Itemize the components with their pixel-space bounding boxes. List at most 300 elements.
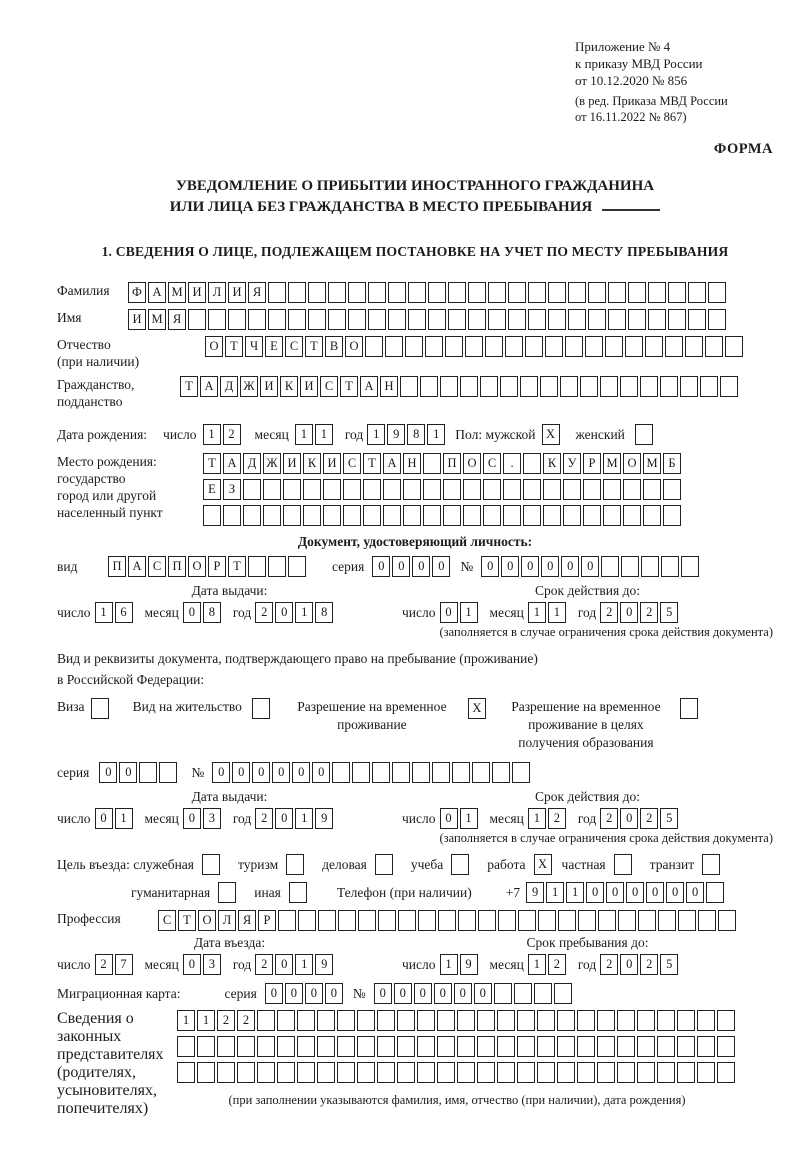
form-cell (503, 505, 521, 526)
form-cell: 0 (374, 983, 392, 1004)
form-cell (628, 282, 646, 303)
form-cell: . (503, 453, 521, 474)
form-cell (635, 424, 653, 445)
form-cell (498, 910, 516, 931)
form-cell (678, 910, 696, 931)
form-cell (368, 309, 386, 330)
form-cell (697, 1062, 715, 1083)
doc-valid-until-group: число 0 1 месяц 1 1 год 2 0 2 5 (402, 602, 680, 623)
permit-number-label: № (191, 765, 205, 780)
form-cell: 0 (581, 556, 599, 577)
form-cell (248, 556, 266, 577)
form-cell (617, 1036, 635, 1057)
form-cell: 2 (217, 1010, 235, 1031)
representatives-rows (177, 1010, 737, 1108)
form-cell: 2 (640, 602, 658, 623)
entry-month-cells (183, 954, 223, 975)
form-cell: Д (220, 376, 238, 397)
birthplace-row1-cells (203, 453, 683, 474)
form-cell (257, 1010, 275, 1031)
form-cell: П (108, 556, 126, 577)
form-cell (577, 1062, 595, 1083)
form-cell (365, 336, 383, 357)
form-cell: 0 (275, 954, 293, 975)
form-cell (525, 336, 543, 357)
form-cell: 0 (394, 983, 412, 1004)
form-cell (528, 282, 546, 303)
form-cell: 0 (412, 556, 430, 577)
form-cell (317, 1010, 335, 1031)
form-cell (705, 336, 723, 357)
form-cell (257, 1062, 275, 1083)
form-cell (558, 910, 576, 931)
sex-male-label: Пол: мужской (455, 427, 536, 442)
residence-permit-option (133, 698, 272, 719)
form-cell (603, 505, 621, 526)
form-cell (623, 505, 641, 526)
form-cell (358, 910, 376, 931)
form-cell: 2 (548, 954, 566, 975)
form-cell (478, 910, 496, 931)
form-cell (588, 282, 606, 303)
form-cell: 0 (285, 983, 303, 1004)
form-cell (658, 910, 676, 931)
form-cell: 0 (501, 556, 519, 577)
form-cell (217, 1062, 235, 1083)
form-cell (617, 1062, 635, 1083)
purpose-official-checkbox (202, 854, 222, 875)
form-cell: 0 (99, 762, 117, 783)
doc-number-cells (481, 556, 701, 577)
migration-series-label: серия (224, 986, 257, 1001)
form-cell: 1 (367, 424, 385, 445)
citizenship-label: Гражданство, подданство (57, 377, 135, 409)
sex-female-label: женский (575, 427, 625, 442)
entry-dates-row (57, 954, 773, 975)
form-cell (403, 479, 421, 500)
form-cell: 0 (481, 556, 499, 577)
form-cell (681, 556, 699, 577)
birth-month-cells (295, 424, 335, 445)
form-cell: 0 (119, 762, 137, 783)
purpose-study-label: учеба (410, 856, 444, 872)
form-cell: Ж (263, 453, 281, 474)
form-cell (268, 309, 286, 330)
permit-series-cells (99, 762, 179, 783)
form-cell: И (300, 376, 318, 397)
stay-doc-options-row (57, 698, 773, 752)
form-cell (717, 1036, 735, 1057)
form-cell (197, 1062, 215, 1083)
form-cell: А (200, 376, 218, 397)
amendment-line: от 16.11.2022 № 867) (575, 110, 687, 124)
form-cell (614, 854, 632, 875)
form-cell: М (643, 453, 661, 474)
form-cell: 1 (460, 602, 478, 623)
form-cell: 0 (232, 762, 250, 783)
form-cell (618, 910, 636, 931)
form-cell: 5 (660, 808, 678, 829)
form-cell (648, 282, 666, 303)
stay-until-label: Срок пребывания до: (526, 935, 649, 950)
form-cell: И (188, 282, 206, 303)
form-cell: С (148, 556, 166, 577)
form-cell: 0 (666, 882, 684, 903)
form-cell (483, 479, 501, 500)
form-cell (352, 762, 370, 783)
form-cell (480, 376, 498, 397)
form-cell (428, 309, 446, 330)
form-cell (537, 1036, 555, 1057)
birthplace-rows (203, 453, 683, 526)
form-cell: И (228, 282, 246, 303)
form-cell (637, 1036, 655, 1057)
form-cell (503, 479, 521, 500)
form-cell (188, 309, 206, 330)
form-cell (560, 376, 578, 397)
doc-valid-until-label: Срок действия до: (535, 583, 640, 598)
temp-residence-checkbox (468, 698, 488, 719)
form-cell (657, 1036, 675, 1057)
permit-validity-note: (заполняется в случае ограничения срока действия документа) (439, 831, 773, 845)
form-cell (472, 762, 490, 783)
form-cell (437, 1036, 455, 1057)
form-cell: К (543, 453, 561, 474)
form-cell: 0 (265, 983, 283, 1004)
form-cell (583, 505, 601, 526)
form-cell (268, 556, 286, 577)
form-cell (460, 376, 478, 397)
doc-kind-label: вид (57, 559, 78, 574)
form-cell (423, 479, 441, 500)
form-cell (685, 336, 703, 357)
form-cell (417, 1010, 435, 1031)
form-cell: 1 (546, 882, 564, 903)
representatives-block (57, 1010, 773, 1118)
permit-issue-date-group: число 0 1 месяц 0 3 год 2 0 1 9 (57, 808, 402, 829)
form-cell (228, 309, 246, 330)
form-cell: 1 (528, 954, 546, 975)
doc-valid-day-cells (440, 602, 480, 623)
amendment-line: (в ред. Приказа МВД России (575, 94, 728, 108)
form-cell: 0 (252, 762, 270, 783)
form-cell (303, 479, 321, 500)
month-label: месяц (254, 427, 289, 442)
permit-valid-month-cells (528, 808, 568, 829)
form-cell (680, 376, 698, 397)
form-cell (623, 479, 641, 500)
form-cell (317, 1036, 335, 1057)
form-cell (640, 376, 658, 397)
form-cell: 9 (315, 954, 333, 975)
doc-dates-row (57, 602, 773, 623)
doc-issue-month-cells (183, 602, 223, 623)
form-cell (217, 1036, 235, 1057)
form-cell (328, 309, 346, 330)
sex-male-checkbox (542, 424, 562, 445)
form-cell (243, 505, 261, 526)
form-cell: С (285, 336, 303, 357)
form-cell: 2 (237, 1010, 255, 1031)
form-cell: 0 (312, 762, 330, 783)
form-cell (523, 453, 541, 474)
migration-number-cells (374, 983, 574, 1004)
form-cell: У (563, 453, 581, 474)
form-cell (289, 882, 307, 903)
form-cell: 8 (203, 602, 221, 623)
patronymic-label: Отчество (при наличии) (57, 337, 140, 369)
form-cell (620, 376, 638, 397)
permit-valid-until-group: число 0 1 месяц 1 2 год 2 0 2 5 (402, 808, 680, 829)
form-cell: 1 (95, 602, 113, 623)
form-cell (400, 376, 418, 397)
form-cell (523, 479, 541, 500)
form-cell (423, 453, 441, 474)
form-cell (497, 1036, 515, 1057)
form-cell (565, 336, 583, 357)
form-cell: 0 (432, 556, 450, 577)
section1-heading: 1. СВЕДЕНИЯ О ЛИЦЕ, ПОДЛЕЖАЩЕМ ПОСТАНОВКЕ НА УЧЕТ ПО МЕСТУ ПРЕБЫВАНИЯ (101, 244, 729, 259)
birthdate-row (57, 424, 773, 445)
form-cell (597, 1036, 615, 1057)
form-cell (417, 1062, 435, 1083)
form-cell (700, 376, 718, 397)
form-cell: А (223, 453, 241, 474)
form-cell (277, 1036, 295, 1057)
form-cell: Т (178, 910, 196, 931)
form-cell (708, 309, 726, 330)
form-cell: Т (305, 336, 323, 357)
validity-note: (заполняется в случае ограничения срока действия документа) (439, 625, 773, 639)
form-cell (337, 1036, 355, 1057)
form-cell (718, 910, 736, 931)
permit-series-label: серия (57, 765, 90, 780)
amendment-reference (575, 93, 773, 125)
form-cell (477, 1036, 495, 1057)
form-cell: Ч (245, 336, 263, 357)
purpose-study-checkbox (451, 854, 471, 875)
form-cell (375, 854, 393, 875)
temp-residence-label: Разрешение на временное проживание (297, 699, 447, 732)
form-cell (458, 910, 476, 931)
form-cell: 2 (640, 954, 658, 975)
form-cell (378, 910, 396, 931)
form-cell (638, 910, 656, 931)
form-cell (497, 1010, 515, 1031)
permit-valid-until-label: Срок действия до: (535, 789, 640, 804)
form-cell (538, 910, 556, 931)
form-cell: 2 (600, 954, 618, 975)
form-cell (286, 854, 304, 875)
form-cell (578, 910, 596, 931)
form-cell (577, 1010, 595, 1031)
form-cell: М (148, 309, 166, 330)
doc-kind-cells (108, 556, 308, 577)
appendix-line: Приложение № 4 (575, 39, 671, 54)
form-cell (557, 1010, 575, 1031)
stay-doc-line2: в Российской Федерации: (57, 672, 205, 687)
form-cell (343, 505, 361, 526)
residence-permit-label: Вид на жительство (132, 699, 242, 714)
birthplace-row2-cells (203, 479, 683, 500)
form-cell (617, 1010, 635, 1031)
name-row (57, 309, 773, 330)
form-cell: 1 (203, 424, 221, 445)
form-cell: 0 (620, 808, 638, 829)
representatives-row3-cells (177, 1062, 737, 1083)
form-cell (543, 505, 561, 526)
form-cell: С (343, 453, 361, 474)
representatives-label: Сведения о законных представителях (родителях, усыновителях, попечителях) (57, 1010, 164, 1117)
form-cell: 0 (454, 983, 472, 1004)
surname-label: Фамилия (57, 283, 110, 298)
residence-permit-checkbox (252, 698, 272, 719)
form-cell (597, 1062, 615, 1083)
form-cell (477, 1062, 495, 1083)
purpose-private-checkbox (614, 854, 634, 875)
stay-until-group: число 1 9 месяц 1 2 год 2 0 2 5 (402, 954, 680, 975)
form-cell (468, 282, 486, 303)
form-cell (580, 376, 598, 397)
form-cell: 1 (460, 808, 478, 829)
form-cell: 2 (255, 954, 273, 975)
form-cell (263, 505, 281, 526)
form-cell (697, 1010, 715, 1031)
form-cell (706, 882, 724, 903)
form-cell: 1 (528, 808, 546, 829)
form-cell (297, 1062, 315, 1083)
form-cell (588, 309, 606, 330)
form-cell (298, 910, 316, 931)
entry-dates-header (57, 935, 773, 951)
form-cell (288, 282, 306, 303)
form-cell: 9 (460, 954, 478, 975)
doc-series-cells (372, 556, 452, 577)
visa-checkbox (91, 698, 111, 719)
form-cell (577, 1036, 595, 1057)
visa-option (57, 698, 111, 719)
purpose-other-checkbox (289, 882, 309, 903)
form-cell (437, 1010, 455, 1031)
form-cell (605, 336, 623, 357)
form-cell (448, 282, 466, 303)
purpose-other-label: иная (254, 884, 281, 900)
purpose-private-label: частная (561, 856, 606, 872)
form-cell: Б (663, 453, 681, 474)
form-cell (465, 336, 483, 357)
form-cell (388, 309, 406, 330)
form-cell: Р (208, 556, 226, 577)
form-cell: Т (203, 453, 221, 474)
form-cell: Т (180, 376, 198, 397)
form-cell (337, 1010, 355, 1031)
form-cell: 7 (115, 954, 133, 975)
form-cell: Т (340, 376, 358, 397)
form-cell (452, 762, 470, 783)
form-cell (357, 1062, 375, 1083)
form-cell: Н (380, 376, 398, 397)
form-cell: 0 (183, 808, 201, 829)
form-cell (680, 698, 698, 719)
form-cell (725, 336, 743, 357)
form-cell (497, 1062, 515, 1083)
form-cell: 1 (440, 954, 458, 975)
form-cell: 0 (626, 882, 644, 903)
form-cell (657, 1010, 675, 1031)
representatives-row2-cells (177, 1036, 737, 1057)
form-cell (563, 505, 581, 526)
form-cell (677, 1062, 695, 1083)
form-cell: 8 (315, 602, 333, 623)
form-cell (463, 479, 481, 500)
form-cell: С (483, 453, 501, 474)
form-cell (288, 309, 306, 330)
entry-year-cells (255, 954, 335, 975)
permit-valid-year-cells (600, 808, 680, 829)
form-cell (377, 1010, 395, 1031)
form-cell: О (188, 556, 206, 577)
purpose-humanitarian-label: гуманитарная (131, 884, 211, 900)
form-cell (308, 282, 326, 303)
form-cell (337, 1062, 355, 1083)
form-cell: А (148, 282, 166, 303)
form-cell (508, 309, 526, 330)
form-cell (197, 1036, 215, 1057)
form-cell: 0 (275, 808, 293, 829)
form-cell (428, 282, 446, 303)
form-cell: Е (265, 336, 283, 357)
form-cell: А (128, 556, 146, 577)
sex-female-checkbox (635, 424, 655, 445)
form-cell (177, 1062, 195, 1083)
form-cell (485, 336, 503, 357)
form-cell (263, 479, 281, 500)
stay-doc-line1: Вид и реквизиты документа, подтверждающего право на пребывание (проживание) (57, 651, 538, 666)
form-cell (600, 376, 618, 397)
form-cell: 0 (606, 882, 624, 903)
form-cell: 1 (177, 1010, 195, 1031)
form-cell: П (168, 556, 186, 577)
purpose-work-checkbox (534, 854, 554, 875)
form-cell (720, 376, 738, 397)
doc-dates-header (57, 583, 773, 599)
form-cell: 1 (295, 424, 313, 445)
purpose-transit-label: транзит (649, 856, 695, 872)
form-cell (443, 479, 461, 500)
migration-number-label: № (352, 986, 366, 1001)
form-cell (457, 1010, 475, 1031)
identity-doc-header: Документ, удостоверяющий личность: (297, 534, 533, 549)
form-cell: 1 (427, 424, 445, 445)
representatives-note: (при заполнении указываются фамилия, имя, отчество (при наличии), дата рождения) (228, 1093, 686, 1107)
form-cell (505, 336, 523, 357)
form-cell (508, 282, 526, 303)
form-cell: О (205, 336, 223, 357)
form-cell (500, 376, 518, 397)
form-cell (408, 282, 426, 303)
form-cell (494, 983, 512, 1004)
form-cell (383, 479, 401, 500)
form-cell: 5 (660, 954, 678, 975)
form-cell: 0 (183, 954, 201, 975)
form-cell (203, 505, 221, 526)
form-cell (520, 376, 538, 397)
form-cell (548, 309, 566, 330)
surname-row (57, 282, 773, 303)
form-cell (403, 505, 421, 526)
permit-issue-year-cells (255, 808, 335, 829)
form-cell: 0 (561, 556, 579, 577)
